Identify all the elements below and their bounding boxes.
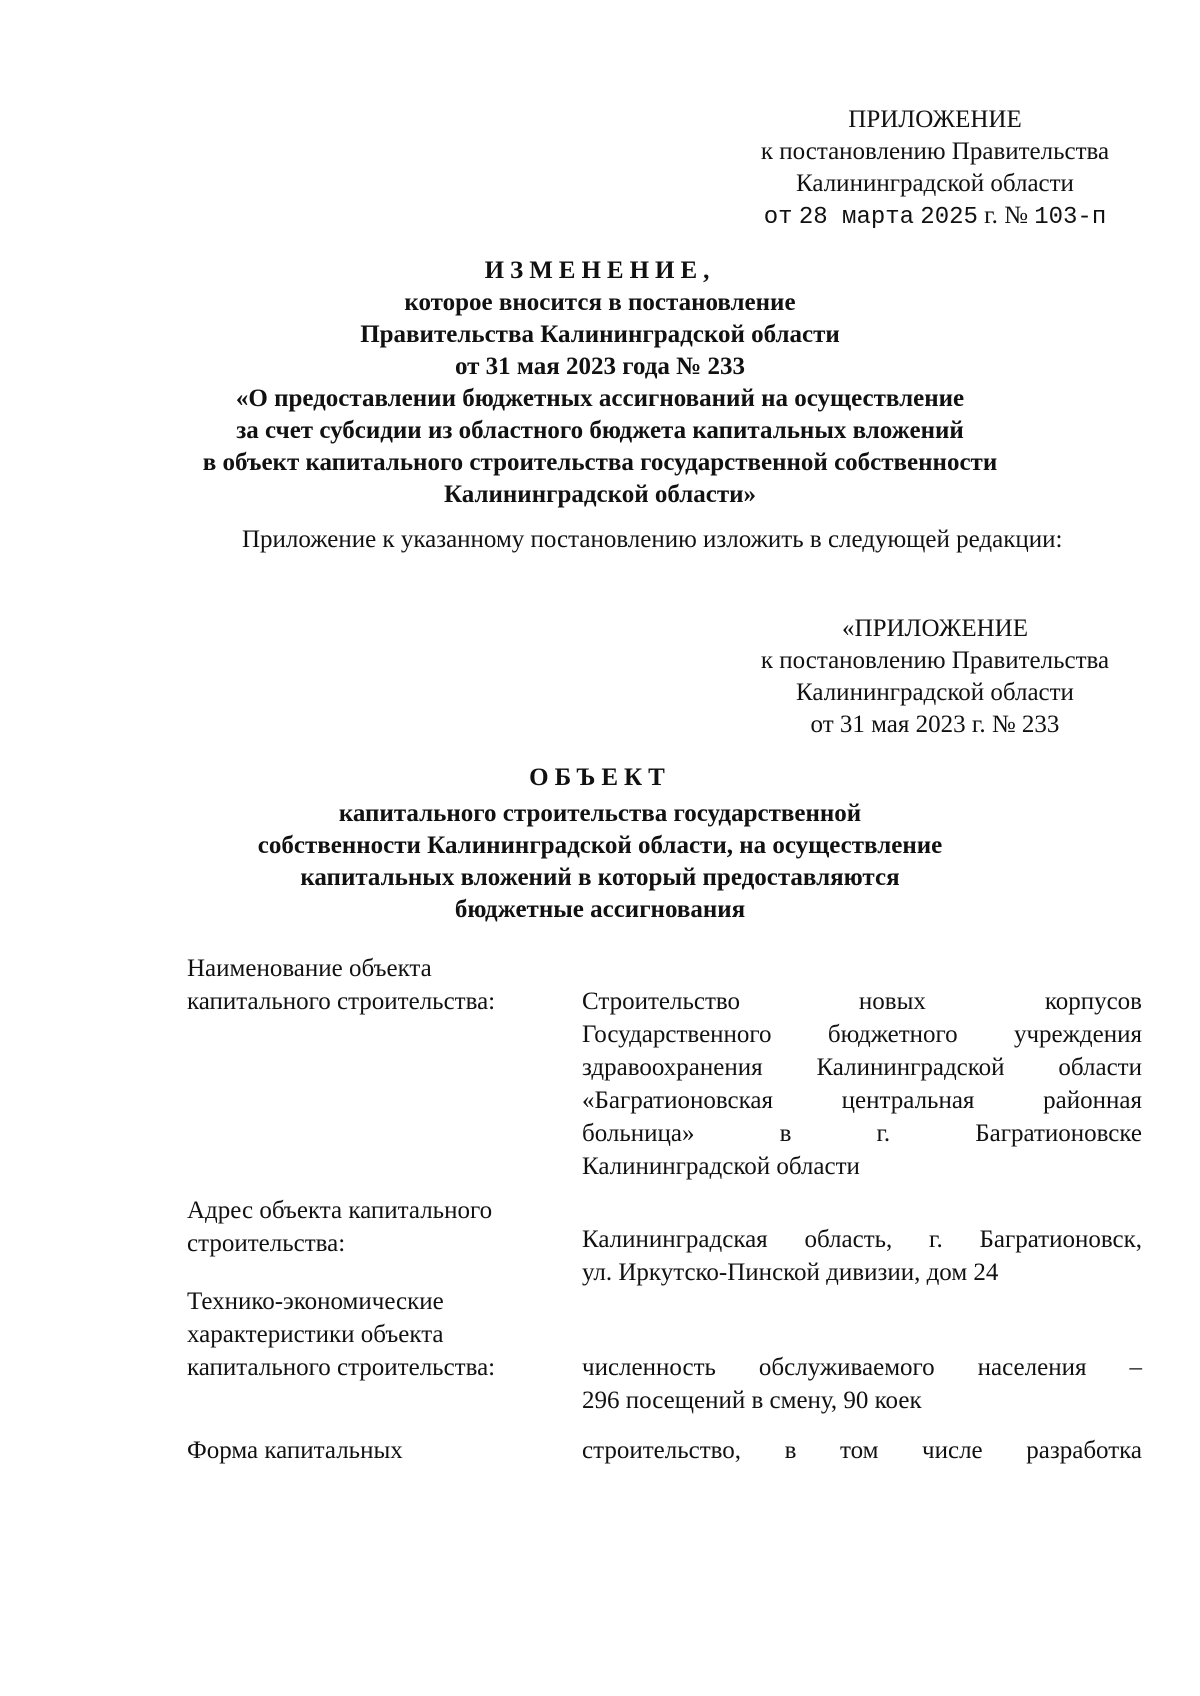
- change-line: Правительства Калининградской области: [360, 321, 840, 348]
- decree-number: 103-п: [1034, 204, 1107, 231]
- appendix-line-1: к постановлению Правительства: [760, 138, 1110, 165]
- appendix-2-line-2: Калининградской области: [796, 679, 1074, 706]
- field-name: [187, 952, 1142, 1180]
- appendix-2-header: [720, 613, 1150, 741]
- date-g-number: г. №: [984, 202, 1028, 229]
- object-title-block: [160, 762, 1040, 926]
- change-title: ИЗМЕНЕНИЕ,: [484, 257, 716, 284]
- field-tech-label: Технико-экономические характеристики объекта капитального строительства:: [187, 1288, 496, 1381]
- field-address-value: Калининградская область, г. Багратионовск, ул. Иркутско-Пинской дивизии, дом 24: [582, 1226, 1142, 1286]
- field-address: [187, 1194, 1142, 1286]
- field-form: [187, 1434, 1142, 1474]
- appendix-2-line-3: от 31 мая 2023 г. № 233: [810, 711, 1060, 738]
- change-title-block: [160, 255, 1040, 511]
- field-name-label: Наименование объекта капитального строительства:: [187, 955, 496, 1015]
- field-tech-value: численность обслуживаемого населения – 296 посещений в смену, 90 коек: [582, 1354, 1142, 1414]
- object-line: капитального строительства государственной: [338, 800, 862, 827]
- appendix-header: [720, 104, 1150, 234]
- change-line: «О предоставлении бюджетных ассигнований на осуществление: [235, 385, 965, 412]
- date-value: 28 марта: [798, 204, 915, 231]
- appendix-line-2: Калининградской области: [796, 170, 1074, 197]
- object-line: бюджетные ассигнования: [454, 896, 746, 923]
- date-year: 2025: [920, 204, 978, 231]
- field-form-label: Форма капитальных: [187, 1437, 403, 1464]
- appendix-title: ПРИЛОЖЕНИЕ: [848, 106, 1022, 133]
- instruction-paragraph: [172, 524, 1140, 556]
- change-line: которое вносится в постановление: [404, 289, 796, 316]
- date-prefix: от: [763, 204, 793, 231]
- change-line: от 31 мая 2023 года № 233: [454, 353, 746, 380]
- change-line: Калининградской области»: [443, 481, 757, 508]
- change-line: за счет субсидии из областного бюджета капитальных вложений: [236, 417, 964, 444]
- field-name-value: Строительство новых корпусов Государственного бюджетного учреждения здравоохранения Калининградской области «Багратионовская центральная районная больница» в г. Багратионовске Калининградской области: [582, 988, 1142, 1180]
- field-tech: [187, 1285, 1142, 1414]
- field-address-label: Адрес объекта капитального строительства:: [187, 1197, 493, 1257]
- object-line: капитальных вложений в который предоставляются: [300, 864, 900, 891]
- field-form-value: строительство, в том числе разработка: [582, 1437, 1142, 1464]
- change-line: в объект капитального строительства государственной собственности: [202, 449, 998, 476]
- instruction-text: Приложение к указанному постановлению изложить в следующей редакции:: [242, 526, 1063, 553]
- object-title: ОБЪЕКТ: [529, 764, 671, 791]
- appendix-2-title: «ПРИЛОЖЕНИЕ: [842, 615, 1028, 642]
- appendix-2-line-1: к постановлению Правительства: [760, 647, 1110, 674]
- appendix-date: [720, 200, 1150, 234]
- object-line: собственности Калининградской области, на осуществление: [257, 832, 943, 859]
